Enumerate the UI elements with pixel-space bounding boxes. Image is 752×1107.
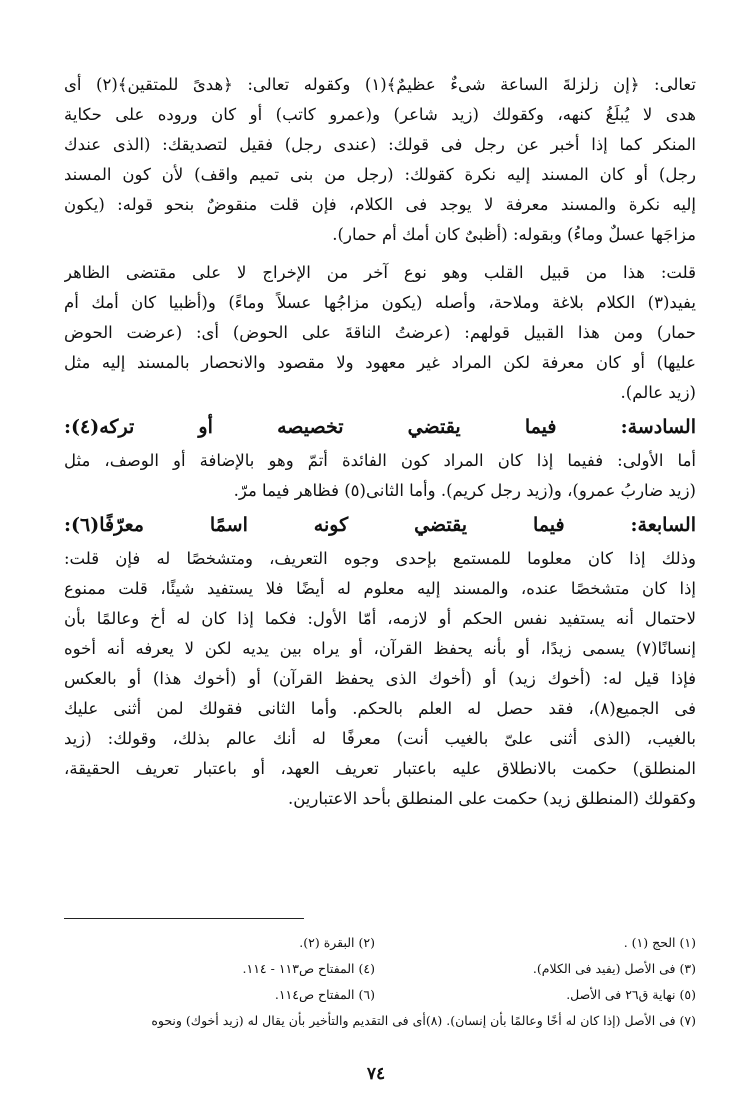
text-line: وكقولك (المنطلق زيد) حكمت على المنطلق بأحد الاعتبارين. bbox=[288, 789, 696, 808]
footnote-row bbox=[54, 956, 696, 982]
text-line: بالغيب، (الذى أثنى علىّ بالغيب أنت) معرفًا له أنك عالم بذلك، وقولك: (زيد bbox=[64, 729, 696, 748]
text-line: (زيد عالم). bbox=[620, 383, 696, 402]
footnote: (٤) المفتاح ص١١٣ - ١١٤. bbox=[242, 961, 375, 976]
text-line: لاحتمال أنه يستفيد نفس الحكم أو لازمه، أمّا الأول: فكما إذا كان له أخ وعالمًا بأن bbox=[64, 609, 696, 628]
text-line: وذلك إذا كان معلوما للمستمع بإحدى وجوه التعريف، ومتشخصًا له فإن قلت: bbox=[64, 549, 696, 568]
text-line: إليه نكرة والمسند معرفة لا يوجد فى الكلام، فإن قلت منقوضٌ بنحو قوله: (يكون bbox=[64, 195, 696, 214]
text-line: قلت: هذا من قبيل القلب وهو نوع آخر من الإخراج لا على مقتضى الظاهر bbox=[64, 263, 696, 282]
section-heading: السابعة: فيما يقتضي كونه اسمًا معرّفًا(٦): bbox=[64, 514, 696, 536]
text-line: فى الجميع(٨)، فقد حصل له العلم بالحكم. وأما الثانى فقولك لمن أثنى عليك bbox=[64, 699, 696, 718]
footnote: (٦) المفتاح ص١١٤. bbox=[274, 987, 375, 1002]
text-line: أما الأولى: ففيما إذا كان المراد كون الفائدة أتمّ وهو بالإضافة أو الوصف، مثل bbox=[64, 451, 696, 470]
footnote-separator bbox=[64, 918, 304, 919]
text-line: حمار) ومن هذا القبيل قولهم: (عرضتُ الناقةَ على الحوض) أى: (عرضت الحوض bbox=[64, 323, 696, 342]
footnote: (٣) فى الأصل (يفيد فى الكلام). bbox=[532, 961, 696, 976]
text-line: إذا كان متشخصًا عنده، والمسند إليه معلوم له أيضًا فلا يستفيد شيئًا، قلت ممنوع bbox=[64, 579, 696, 598]
text-line: عليها) أو كان معرفة لكن المراد غير معهود ولا مقصود والانحصار بالمسند إليه مثل bbox=[64, 353, 696, 372]
text-line: يفيد(٣) الكلام بلاغة وملاحة، وأصله (يكون مزاجُها عسلاً وماءً) و(أظبيا كان أمك أم bbox=[64, 293, 696, 312]
footnote: (٥) نهاية ق٢٦ فى الأصل. bbox=[566, 987, 696, 1002]
footnote-row bbox=[54, 930, 696, 956]
text-line: تعالى: ﴿إن زلزلةَ الساعة شىءٌ عظيمٌ﴾(١) وكقوله تعالى: ﴿هدىً للمتقين﴾(٢) أى bbox=[64, 75, 696, 94]
footnote: (٢) البقرة (٢). bbox=[299, 935, 375, 950]
footnotes bbox=[54, 930, 696, 1034]
body-text bbox=[64, 70, 696, 814]
paragraph-gap bbox=[64, 250, 696, 258]
text-line: مزاجَها عسلٌ وماءُ) وبقوله: (أظبىٌ كان أمك أم حمار). bbox=[332, 225, 696, 244]
footnote: (٧) فى الأصل (إذا كان له أخًا وعالمًا بأن إنسان). (٨)أى فى التقديم والتأخير بأن يقال له (زيد أخوك) ونحوه bbox=[151, 1013, 696, 1028]
page-number: ٧٤ bbox=[366, 1064, 386, 1084]
footnote: (١) الحج (١) . bbox=[623, 935, 696, 950]
text-line: المنكر كما إذا أخبر عن رجل فى قولك: (عندى رجل) فقيل لتصديقك: (الذى عندك bbox=[64, 135, 696, 154]
text-line: رجل) أو كان المسند إليه نكرة كقولك: (رجل من بنى تميم واقف) لأن كون المسند bbox=[64, 165, 696, 184]
footnote-row bbox=[54, 982, 696, 1008]
section-heading: السادسة: فيما يقتضي تخصيصه أو تركه(٤): bbox=[64, 416, 696, 438]
text-line: فإذا قيل له: (أخوك زيد) أو (أخوك الذى يحفظ القرآن) أو (أخوك هذا) أو بالعكس bbox=[64, 669, 696, 688]
text-line: هدى لا يُبلَغُ كنهه، وكقولك (زيد شاعر) و(عمرو كاتب) أو كان وروده على حكاية bbox=[64, 105, 696, 124]
text-line: المنطلق) حكمت بالانطلاق عليه باعتبار تعريف العهد، أو باعتبار تعريف الحقيقة، bbox=[64, 759, 696, 778]
text-line: (زيد ضاربُ عمرو)، و(زيد رجل كريم). وأما الثانى(٥) فظاهر فيما مرّ. bbox=[233, 481, 696, 500]
text-line: إنسانًا(٧) يسمى زيدًا، أو بأنه يحفظ القرآن، أو يراه بين يديه لكن لا يعرفه أنه أخوه bbox=[64, 639, 696, 658]
footnote-row bbox=[54, 1008, 696, 1034]
